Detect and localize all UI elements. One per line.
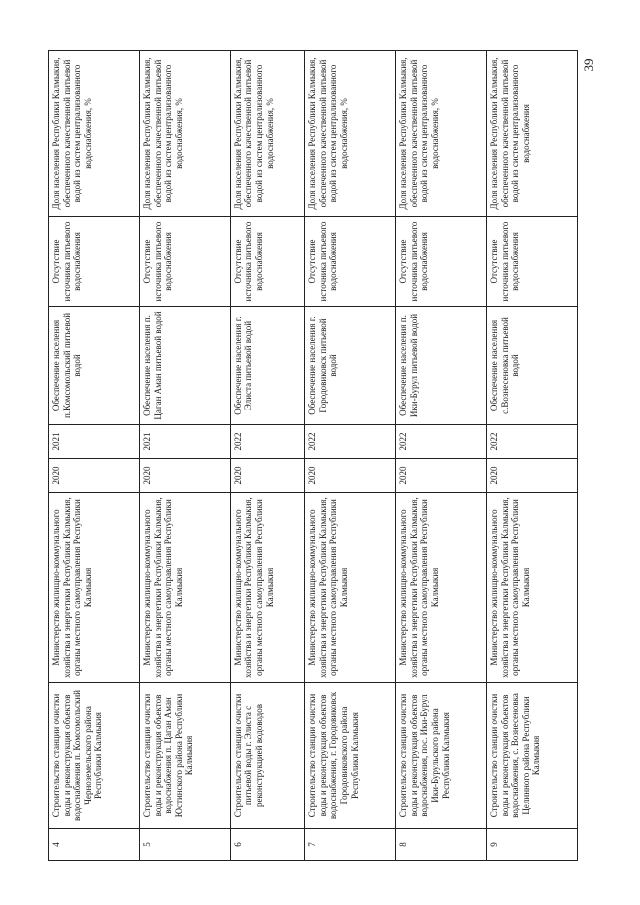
- row-number-cell: 7: [305, 829, 396, 861]
- end-year-cell: 2021: [49, 425, 140, 459]
- row-number-cell: 4: [49, 829, 140, 861]
- measures-table: [48, 50, 578, 861]
- measure-name-cell: Строительство станции очистки воды и реконструкция объектов водоснабжения п. Комсомольский Черноземельского района Республики Калмыкия: [49, 683, 140, 829]
- page-number: 39: [581, 58, 596, 72]
- executor-cell: Министерство жилищно-коммунального хозяйства и энергетики Республики Калмыкия, органы местного самоуправления Республики Калмыкия: [230, 493, 304, 683]
- row-number-cell: 8: [396, 829, 487, 861]
- problem-cell: Отсутствие источника питьевого водоснабжения: [230, 217, 304, 307]
- problem-cell: Отсутствие источника питьевого водоснабжения: [305, 217, 396, 307]
- executor-cell: Министерство жилищно-коммунального хозяйства и энергетики Республики Калмыкия, органы местного самоуправления Республики Калмыкия: [49, 493, 140, 683]
- indicator-cell: Доля населения Республики Калмыкия, обеспеченного качественной питьевой водой из систем централизованного водоснабжения, %: [396, 51, 487, 217]
- measure-name-cell: Строительство станции очистки воды и реконструкция объектов водоснабжения, г. Городовиковск Городовиковского района Республики Калмыкия: [305, 683, 396, 829]
- table-row: [487, 51, 578, 861]
- end-year-cell: 2022: [487, 425, 578, 459]
- executor-cell: Министерство жилищно-коммунального хозяйства и энергетики Республики Калмыкия, органы местного самоуправления Республики Калмыкия: [305, 493, 396, 683]
- row-number-cell: 5: [139, 829, 230, 861]
- measure-name-cell: Строительство станции очистки воды и реконструкция объектов водоснабжения п. Цаган Аман Юстинского района Республики Калмыкия: [139, 683, 230, 829]
- start-year-cell: 2020: [230, 459, 304, 493]
- start-year-cell: 2020: [49, 459, 140, 493]
- table-row: [139, 51, 230, 861]
- measure-name-cell: Строительство станции очистки воды и реконструкция объектов водоснабжения, пос. Ики-Бурул Ики-Бурульского района Республики Калмыкия: [396, 683, 487, 829]
- expected-result-cell: Обеспечение населения п. Ики-Бурул питьевой водой: [396, 307, 487, 425]
- expected-result-cell: Обеспечение населения п.Комсомольский питьевой водой: [49, 307, 140, 425]
- start-year-cell: 2020: [305, 459, 396, 493]
- executor-cell: Министерство жилищно-коммунального хозяйства и энергетики Республики Калмыкия, органы местного самоуправления Республики Калмыкия: [487, 493, 578, 683]
- rotated-table-container: [48, 51, 578, 861]
- indicator-cell: Доля населения Республики Калмыкия, обеспеченного качественной питьевой водой из систем централизованного водоснабжения, %: [139, 51, 230, 217]
- table-row: [49, 51, 140, 861]
- problem-cell: Отсутствие источника питьевого водоснабжения: [396, 217, 487, 307]
- indicator-cell: Доля населения Республики Калмыкия, обеспеченного качественной питьевой водой из систем централизованного водоснабжения, %: [230, 51, 304, 217]
- problem-cell: Отсутствие источника питьевого водоснабжения: [139, 217, 230, 307]
- problem-cell: Отсутствие источника питьевого водоснабжения: [49, 217, 140, 307]
- table-row: [305, 51, 396, 861]
- expected-result-cell: Обеспечение населения г. Городовиковск питьевой водой: [305, 307, 396, 425]
- start-year-cell: 2020: [396, 459, 487, 493]
- executor-cell: Министерство жилищно-коммунального хозяйства и энергетики Республики Калмыкия, органы местного самоуправления Республики Калмыкия: [139, 493, 230, 683]
- end-year-cell: 2022: [230, 425, 304, 459]
- indicator-cell: Доля населения Республики Калмыкия, обеспеченного качественной питьевой водой из систем централизованного водоснабжения, %: [49, 51, 140, 217]
- row-number-cell: 9: [487, 829, 578, 861]
- end-year-cell: 2022: [305, 425, 396, 459]
- measure-name-cell: Строительство станции очистки питьевой воды г. Элиста с реконструкцией водоводов: [230, 683, 304, 829]
- row-number-cell: 6: [230, 829, 304, 861]
- executor-cell: Министерство жилищно-коммунального хозяйства и энергетики Республики Калмыкия, органы местного самоуправления Республики Калмыкия: [396, 493, 487, 683]
- indicator-cell: Доля населения Республики Калмыкия, обеспеченного качественной питьевой водой из систем централизованного водоснабжения, %: [305, 51, 396, 217]
- expected-result-cell: Обеспечение населения г. Элиста питьевой водой: [230, 307, 304, 425]
- expected-result-cell: Обеспечение населения с.Вознесеновка питьевой водой: [487, 307, 578, 425]
- indicator-cell: Доля населения Республики Калмыкия, обеспеченного качественной питьевой водой из систем централизованного водоснабжения: [487, 51, 578, 217]
- end-year-cell: 2021: [139, 425, 230, 459]
- start-year-cell: 2020: [139, 459, 230, 493]
- table-row: [230, 51, 304, 861]
- end-year-cell: 2022: [396, 425, 487, 459]
- problem-cell: Отсутствие источника питьевого водоснабжения: [487, 217, 578, 307]
- start-year-cell: 2020: [487, 459, 578, 493]
- table-row: [396, 51, 487, 861]
- expected-result-cell: Обеспечение населения п. Цаган Аман питьевой водой: [139, 307, 230, 425]
- measure-name-cell: Строительство станции очистки воды и реконструкция объектов водоснабжения, с. Вознесеновка Целинного района Республики Калмыкия: [487, 683, 578, 829]
